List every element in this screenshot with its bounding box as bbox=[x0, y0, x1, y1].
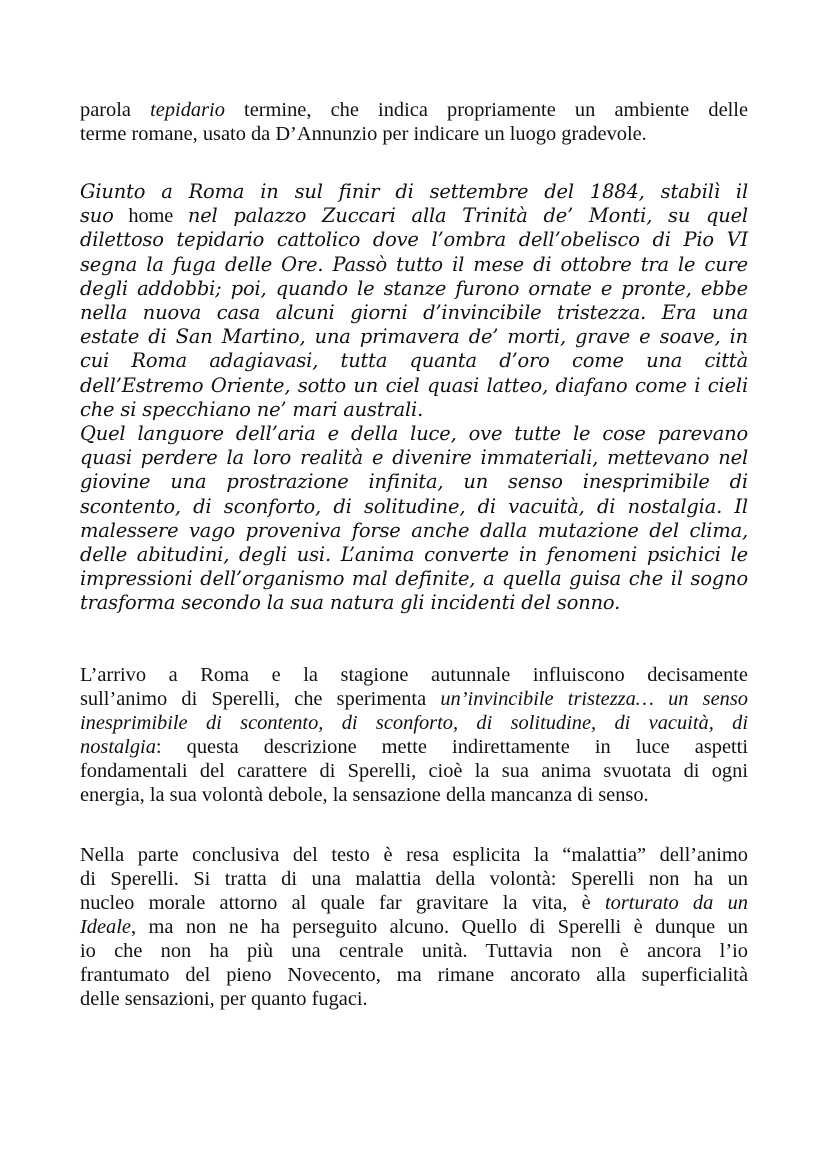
text-run: , ma non ne ha perseguito alcuno. Quello di Sperelli è dunque un bbox=[130, 916, 748, 938]
quote-line: dell’Estremo Oriente, sotto un ciel quasi latteo, diafano come i cieli bbox=[80, 373, 748, 397]
text-line bbox=[80, 711, 748, 735]
text-run: : questa descrizione mette indirettamente in luce aspetti bbox=[155, 736, 748, 758]
text-line: di Sperelli. Si tratta di una malattia della volontà: Sperelli non ha un bbox=[80, 868, 748, 890]
text-line bbox=[80, 735, 748, 759]
quote-line: Quel languore dell’aria e della luce, ove tutte le cose parevano bbox=[80, 422, 748, 446]
text-line bbox=[80, 915, 748, 939]
quote-line: delle abitudini, degli usi. L’anima converte in fenomeni psichici le bbox=[80, 543, 748, 567]
text-line: terme romane, usato da D’Annunzio per indicare un luogo gradevole. bbox=[80, 123, 647, 145]
quote-line: giovine una prostrazione infinita, un senso inesprimibile di bbox=[80, 470, 748, 494]
text-line: L’arrivo a Roma e la stagione autunnale influiscono decisamente bbox=[80, 664, 748, 686]
quoted-passage bbox=[80, 180, 748, 616]
text-run: nucleo morale attorno al quale far gravitare la vita, è bbox=[80, 892, 605, 914]
text-line: frantumato del pieno Novecento, ma rimane ancorato alla superficialità bbox=[80, 964, 748, 986]
conclusion-paragraph bbox=[80, 843, 748, 1011]
italic-citation: nostalgia bbox=[80, 736, 156, 758]
text-line: io che non ha più una centrale unità. Tuttavia non è ancora l’io bbox=[80, 940, 748, 962]
analysis-paragraph bbox=[80, 663, 748, 807]
italic-citation: inesprimibile di scontento, di sconforto, di solitudine, di vacuità, di bbox=[80, 712, 748, 734]
italic-citation: torturato da un bbox=[605, 892, 749, 914]
quote-line: estate di San Martino, una primavera de’ morti, grave e soave, in bbox=[80, 325, 748, 349]
quote-line: cui Roma adagiavasi, tutta quanta d’oro come una città bbox=[80, 349, 748, 373]
text-line: fondamentali del carattere di Sperelli, cioè la sua anima svuotata di ogni bbox=[80, 760, 748, 782]
quote-line: nella nuova casa alcuni giorni d’invincibile tristezza. Era una bbox=[80, 301, 748, 325]
quote-line: malessere vago proveniva forse anche dalla mutazione del clima, bbox=[80, 518, 748, 542]
text-run: sull’animo di Sperelli, che sperimenta bbox=[80, 688, 441, 710]
text-line bbox=[80, 687, 748, 711]
text-run: termine, che indica propriamente un ambiente delle bbox=[224, 99, 748, 121]
italic-citation: Ideale bbox=[80, 916, 131, 938]
quote-line: segna la fuga delle Ore. Passò tutto il mese di ottobre tra le cure bbox=[80, 252, 748, 276]
text-run: parola bbox=[80, 99, 151, 121]
quote-line: trasforma secondo la sua natura gli incidenti del sonno. bbox=[80, 591, 621, 615]
quote-line: degli addobbi; poi, quando le stanze furono ornate e pronte, ebbe bbox=[80, 276, 748, 300]
intro-paragraph bbox=[80, 98, 748, 146]
quote-line bbox=[80, 204, 748, 228]
text-run: nel palazzo Zuccari alla Trinità de’ Monti, su quel bbox=[187, 204, 748, 228]
text-line bbox=[80, 891, 748, 915]
text-line: energia, la sua volontà debole, la sensazione della mancanza di senso. bbox=[80, 784, 649, 806]
text-line bbox=[80, 98, 748, 122]
text-line: Nella parte conclusiva del testo è resa esplicita la “malattia” dell’animo bbox=[80, 844, 748, 866]
quote-line: Giunto a Roma in sul finir di settembre del 1884, stabilì il bbox=[80, 180, 748, 203]
upright-word: home bbox=[113, 205, 188, 228]
italic-citation: un’invincibile tristezza… un senso bbox=[440, 688, 748, 710]
quote-line: quasi perdere la loro realità e divenire immateriali, mettevano nel bbox=[80, 446, 748, 470]
text-line: delle sensazioni, per quanto fugaci. bbox=[80, 988, 368, 1010]
quote-line: dilettoso tepidario cattolico dove l’ombra dell’obelisco di Pio VI bbox=[80, 228, 748, 252]
quote-line: scontento, di sconforto, di solitudine, di vacuità, di nostalgia. Il bbox=[80, 494, 748, 518]
quote-line: che si specchiano ne’ mari australi. bbox=[80, 397, 424, 421]
quote-line: impressioni dell’organismo mal definite, a quella guisa che il sogno bbox=[80, 567, 748, 591]
italic-term: tepidario bbox=[150, 99, 225, 121]
text-run: suo bbox=[80, 204, 114, 228]
